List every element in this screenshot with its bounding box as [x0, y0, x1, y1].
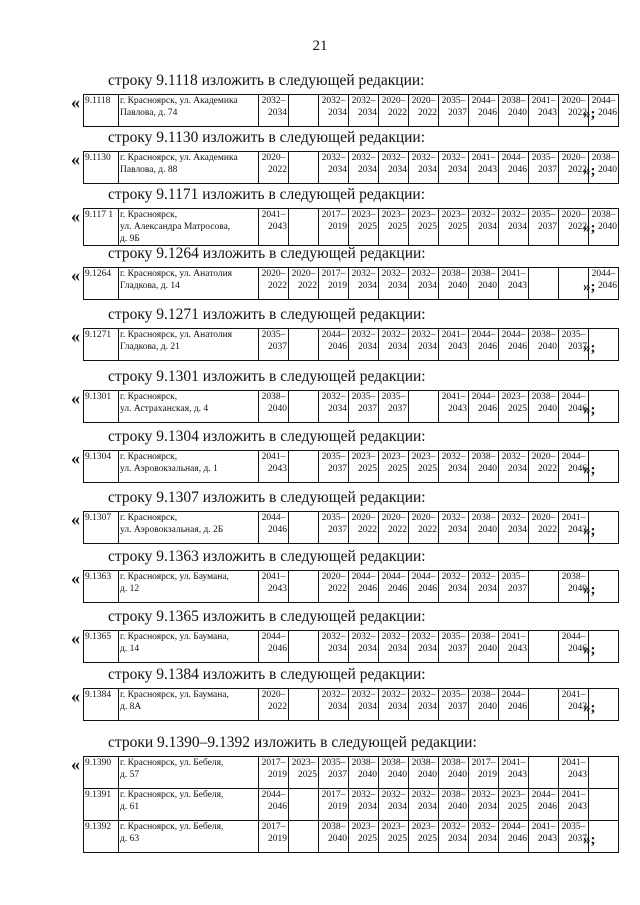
year-cell: 2038– 2040: [589, 152, 619, 184]
year-cell: 2023– 2025: [409, 451, 439, 483]
address-cell: г. Красноярск, ул. Аэровокзальная, д. 2Б: [119, 512, 259, 544]
table-row: [84, 789, 619, 821]
year-cell: 2032– 2034: [409, 152, 439, 184]
year-cell: 2020– 2022: [559, 95, 589, 127]
year-cell: 2044– 2046: [499, 329, 529, 361]
address-cell: г. Красноярск, ул. Астраханская, д. 4: [119, 391, 259, 423]
table-row: [84, 512, 619, 544]
year-cell: 2020– 2022: [259, 152, 289, 184]
address-cell: г. Красноярск, ул. Академика Павлова, д. 88: [119, 152, 259, 184]
year-cell: 2041– 2043: [529, 95, 559, 127]
closing-quote: »;: [583, 402, 596, 418]
table-row: [84, 571, 619, 603]
year-cell: 2032– 2034: [469, 789, 499, 821]
year-cell: 2032– 2034: [349, 268, 379, 300]
year-cell: 2017– 2019: [469, 757, 499, 789]
row-number: 9.1264: [84, 268, 119, 300]
year-cell: 2032– 2034: [379, 631, 409, 663]
amendment-table: [83, 570, 619, 603]
amendment-table: [83, 267, 619, 300]
year-cell: 2032– 2034: [439, 571, 469, 603]
year-cell: 2020– 2022: [259, 268, 289, 300]
opening-quote: «: [71, 509, 80, 529]
row-number: 9.1363: [84, 571, 119, 603]
year-cell: 2020– 2022: [409, 512, 439, 544]
year-cell: [529, 689, 559, 721]
address-cell: г. Красноярск, ул. Аэровокзальная, д. 1: [119, 451, 259, 483]
year-cell: 2020– 2022: [379, 95, 409, 127]
year-cell: 2020– 2022: [259, 689, 289, 721]
year-cell: 2032– 2034: [409, 689, 439, 721]
section-heading: строку 9.1271 изложить в следующей редакции:: [108, 306, 426, 323]
year-cell: 2035– 2037: [559, 329, 589, 361]
year-cell: 2032– 2034: [439, 512, 469, 544]
table-row: [84, 689, 619, 721]
year-cell: 2032– 2034: [409, 631, 439, 663]
table-row: [84, 821, 619, 853]
closing-quote: »;: [583, 582, 596, 598]
closing-quote: »;: [583, 163, 596, 179]
year-cell: 2032– 2034: [349, 689, 379, 721]
section-heading: строку 9.1130 изложить в следующей редакции:: [108, 129, 426, 146]
year-cell: 2044– 2046: [499, 152, 529, 184]
year-cell: 2035– 2037: [529, 152, 559, 184]
amendment-table: [83, 511, 619, 544]
year-cell: 2041– 2043: [499, 268, 529, 300]
year-cell: 2032– 2034: [319, 152, 349, 184]
year-cell: 2038– 2040: [559, 571, 589, 603]
year-cell: 2023– 2025: [349, 209, 379, 246]
year-cell: 2035– 2037: [439, 631, 469, 663]
year-cell: 2032– 2034: [319, 689, 349, 721]
year-cell: [289, 329, 319, 361]
address-cell: г. Красноярск, ул. Анатолия Гладкова, д. 21: [119, 329, 259, 361]
amendment-table: [83, 151, 619, 184]
year-cell: 2035– 2037: [529, 209, 559, 246]
table-row: [84, 451, 619, 483]
year-cell: 2032– 2034: [379, 689, 409, 721]
closing-quote: »;: [583, 340, 596, 356]
year-cell: [289, 821, 319, 853]
year-cell: 2023– 2025: [289, 757, 319, 789]
address-cell: г. Красноярск, ул. Бебеля, д. 63: [119, 821, 259, 853]
closing-quote: »;: [583, 106, 596, 122]
section-heading: строку 9.1304 изложить в следующей редакции:: [108, 428, 426, 445]
amendment-table: [83, 208, 619, 246]
year-cell: 2032– 2034: [409, 329, 439, 361]
row-number: 9.1365: [84, 631, 119, 663]
amendment-table: [83, 630, 619, 663]
year-cell: [289, 512, 319, 544]
year-cell: 2041– 2043: [439, 391, 469, 423]
closing-quote: »;: [583, 462, 596, 478]
closing-quote: »;: [583, 832, 596, 848]
year-cell: 2032– 2034: [499, 451, 529, 483]
year-cell: 2038– 2040: [469, 512, 499, 544]
opening-quote: «: [71, 326, 80, 346]
year-cell: 2044– 2046: [589, 268, 619, 300]
year-cell: 2038– 2040: [439, 789, 469, 821]
year-cell: 2035– 2037: [439, 95, 469, 127]
amendment-table: [83, 756, 619, 853]
year-cell: 2041– 2043: [469, 152, 499, 184]
closing-quote: »;: [583, 523, 596, 539]
amendment-table: [83, 94, 619, 127]
address-cell: г. Красноярск, ул. Баумана, д. 12: [119, 571, 259, 603]
address-cell: г. Красноярск, ул. Академика Павлова, д. 74: [119, 95, 259, 127]
year-cell: 2035– 2037: [559, 821, 589, 853]
table-row: [84, 391, 619, 423]
year-cell: 2032– 2034: [349, 329, 379, 361]
year-cell: 2032– 2034: [469, 571, 499, 603]
row-number: 9.1118: [84, 95, 119, 127]
year-cell: 2017– 2019: [319, 789, 349, 821]
address-cell: г. Красноярск, ул. Александра Матросова, д. 9Б: [119, 209, 259, 246]
year-cell: 2020– 2022: [379, 512, 409, 544]
year-cell: 2020– 2022: [559, 152, 589, 184]
table-row: [84, 757, 619, 789]
year-cell: 2044– 2046: [469, 391, 499, 423]
year-cell: 2044– 2046: [499, 689, 529, 721]
year-cell: 2044– 2046: [559, 451, 589, 483]
year-cell: 2038– 2040: [349, 757, 379, 789]
year-cell: 2017– 2019: [259, 757, 289, 789]
year-cell: 2020– 2022: [529, 512, 559, 544]
table-row: [84, 329, 619, 361]
year-cell: 2044– 2046: [469, 329, 499, 361]
year-cell: 2032– 2034: [349, 95, 379, 127]
year-cell: 2041– 2043: [259, 451, 289, 483]
year-cell: 2023– 2025: [379, 209, 409, 246]
opening-quote: «: [71, 686, 80, 706]
year-cell: 2032– 2034: [319, 631, 349, 663]
year-cell: 2035– 2037: [379, 391, 409, 423]
section-heading: строку 9.1384 изложить в следующей редакции:: [108, 666, 426, 683]
section-heading: строку 9.1365 изложить в следующей редакции:: [108, 608, 426, 625]
address-cell: г. Красноярск, ул. Баумана, д. 14: [119, 631, 259, 663]
year-cell: [529, 757, 559, 789]
year-cell: 2032– 2034: [499, 209, 529, 246]
year-cell: 2032– 2034: [379, 268, 409, 300]
year-cell: 2038– 2040: [379, 757, 409, 789]
year-cell: 2035– 2037: [439, 689, 469, 721]
opening-quote: «: [71, 568, 80, 588]
table-row: [84, 209, 619, 246]
closing-quote: »;: [583, 220, 596, 236]
year-cell: 2032– 2034: [349, 631, 379, 663]
row-number: 9.1391: [84, 789, 119, 821]
section-heading: строку 9.1301 изложить в следующей редакции:: [108, 368, 426, 385]
year-cell: 2044– 2046: [259, 789, 289, 821]
opening-quote: «: [71, 265, 80, 285]
row-number: 9.1390: [84, 757, 119, 789]
year-cell: 2041– 2043: [499, 757, 529, 789]
row-number: 9.117 1: [84, 209, 119, 246]
table-row: [84, 152, 619, 184]
year-cell: [589, 757, 619, 789]
year-cell: 2041– 2043: [259, 571, 289, 603]
year-cell: [289, 209, 319, 246]
year-cell: [289, 152, 319, 184]
page-number: 21: [312, 38, 328, 54]
opening-quote: «: [71, 754, 80, 774]
year-cell: 2032– 2034: [259, 95, 289, 127]
year-cell: 2044– 2046: [529, 789, 559, 821]
row-number: 9.1130: [84, 152, 119, 184]
year-cell: 2017– 2019: [319, 209, 349, 246]
year-cell: 2041– 2043: [559, 757, 589, 789]
table-row: [84, 95, 619, 127]
year-cell: 2017– 2019: [259, 821, 289, 853]
year-cell: [529, 631, 559, 663]
row-number: 9.1271: [84, 329, 119, 361]
year-cell: 2038– 2040: [319, 821, 349, 853]
year-cell: 2032– 2034: [439, 152, 469, 184]
year-cell: 2020– 2022: [319, 571, 349, 603]
year-cell: 2023– 2025: [349, 821, 379, 853]
address-cell: г. Красноярск, ул. Бебеля, д. 61: [119, 789, 259, 821]
year-cell: 2044– 2046: [259, 512, 289, 544]
year-cell: [289, 789, 319, 821]
year-cell: 2041– 2043: [259, 209, 289, 246]
year-cell: 2020– 2022: [559, 209, 589, 246]
year-cell: 2035– 2037: [259, 329, 289, 361]
amendment-table: [83, 328, 619, 361]
opening-quote: «: [71, 149, 80, 169]
year-cell: 2032– 2034: [379, 329, 409, 361]
section-heading: строку 9.1264 изложить в следующей редакции:: [108, 245, 426, 262]
section-heading: строку 9.1363 изложить в следующей редакции:: [108, 548, 426, 565]
year-cell: [589, 789, 619, 821]
row-number: 9.1304: [84, 451, 119, 483]
year-cell: 2032– 2034: [439, 451, 469, 483]
year-cell: 2038– 2040: [439, 757, 469, 789]
year-cell: 2023– 2025: [499, 391, 529, 423]
year-cell: [289, 631, 319, 663]
year-cell: 2035– 2037: [499, 571, 529, 603]
year-cell: 2038– 2040: [469, 268, 499, 300]
year-cell: 2044– 2046: [559, 391, 589, 423]
year-cell: 2032– 2034: [379, 152, 409, 184]
year-cell: 2038– 2040: [529, 329, 559, 361]
section-heading: строку 9.1118 изложить в следующей редакции:: [108, 72, 425, 89]
row-number: 9.1392: [84, 821, 119, 853]
opening-quote: «: [71, 628, 80, 648]
year-cell: 2032– 2034: [469, 209, 499, 246]
year-cell: 2038– 2040: [469, 631, 499, 663]
year-cell: 2017– 2019: [319, 268, 349, 300]
year-cell: 2044– 2046: [259, 631, 289, 663]
year-cell: 2020– 2022: [409, 95, 439, 127]
year-cell: 2044– 2046: [589, 95, 619, 127]
year-cell: 2032– 2034: [469, 821, 499, 853]
year-cell: 2041– 2043: [499, 631, 529, 663]
opening-quote: «: [71, 206, 80, 226]
year-cell: 2038– 2040: [259, 391, 289, 423]
year-cell: 2038– 2040: [469, 689, 499, 721]
year-cell: 2038– 2040: [469, 451, 499, 483]
year-cell: 2035– 2037: [319, 451, 349, 483]
year-cell: 2038– 2040: [589, 209, 619, 246]
year-cell: 2020– 2022: [289, 268, 319, 300]
closing-quote: »;: [583, 279, 596, 295]
year-cell: [289, 689, 319, 721]
opening-quote: «: [71, 448, 80, 468]
year-cell: 2023– 2025: [379, 821, 409, 853]
table-row: [84, 268, 619, 300]
year-cell: 2023– 2025: [349, 451, 379, 483]
amendment-table: [83, 688, 619, 721]
year-cell: 2041– 2043: [559, 512, 589, 544]
year-cell: 2023– 2025: [379, 451, 409, 483]
year-cell: 2044– 2046: [379, 571, 409, 603]
year-cell: [529, 571, 559, 603]
year-cell: 2023– 2025: [439, 209, 469, 246]
amendment-table: [83, 450, 619, 483]
year-cell: 2035– 2037: [319, 512, 349, 544]
year-cell: [289, 391, 319, 423]
year-cell: 2044– 2046: [559, 631, 589, 663]
year-cell: 2041– 2043: [559, 789, 589, 821]
year-cell: 2032– 2034: [409, 268, 439, 300]
year-cell: 2044– 2046: [319, 329, 349, 361]
closing-quote: »;: [583, 642, 596, 658]
year-cell: 2044– 2046: [349, 571, 379, 603]
section-heading: строку 9.1307 изложить в следующей редакции:: [108, 489, 426, 506]
section-heading: строку 9.1171 изложить в следующей редакции:: [108, 186, 426, 203]
row-number: 9.1307: [84, 512, 119, 544]
table-row: [84, 631, 619, 663]
year-cell: 2038– 2040: [529, 391, 559, 423]
year-cell: 2032– 2034: [409, 789, 439, 821]
year-cell: 2044– 2046: [469, 95, 499, 127]
year-cell: 2032– 2034: [319, 391, 349, 423]
year-cell: 2032– 2034: [379, 789, 409, 821]
year-cell: [289, 451, 319, 483]
section-heading: строки 9.1390–9.1392 изложить в следующей редакции:: [108, 734, 477, 751]
year-cell: 2041– 2043: [529, 821, 559, 853]
year-cell: 2020– 2022: [349, 512, 379, 544]
year-cell: 2038– 2040: [499, 95, 529, 127]
year-cell: 2035– 2037: [349, 391, 379, 423]
year-cell: 2032– 2034: [319, 95, 349, 127]
year-cell: 2044– 2046: [409, 571, 439, 603]
year-cell: 2038– 2040: [409, 757, 439, 789]
closing-quote: »;: [583, 700, 596, 716]
year-cell: 2035– 2037: [319, 757, 349, 789]
year-cell: 2020– 2022: [529, 451, 559, 483]
year-cell: [529, 268, 559, 300]
year-cell: 2044– 2046: [499, 821, 529, 853]
year-cell: [289, 571, 319, 603]
year-cell: 2023– 2025: [409, 209, 439, 246]
row-number: 9.1384: [84, 689, 119, 721]
year-cell: [409, 391, 439, 423]
year-cell: [289, 95, 319, 127]
opening-quote: «: [71, 388, 80, 408]
year-cell: 2032– 2034: [499, 512, 529, 544]
year-cell: 2038– 2040: [439, 268, 469, 300]
year-cell: 2041– 2043: [559, 689, 589, 721]
year-cell: 2032– 2034: [349, 152, 379, 184]
year-cell: 2032– 2034: [439, 821, 469, 853]
year-cell: 2023– 2025: [409, 821, 439, 853]
address-cell: г. Красноярск, ул. Анатолия Гладкова, д. 14: [119, 268, 259, 300]
opening-quote: «: [71, 92, 80, 112]
address-cell: г. Красноярск, ул. Баумана, д. 8А: [119, 689, 259, 721]
year-cell: 2023– 2025: [499, 789, 529, 821]
year-cell: 2032– 2034: [349, 789, 379, 821]
address-cell: г. Красноярск, ул. Бебеля, д. 57: [119, 757, 259, 789]
year-cell: 2041– 2043: [439, 329, 469, 361]
amendment-table: [83, 390, 619, 423]
row-number: 9.1301: [84, 391, 119, 423]
